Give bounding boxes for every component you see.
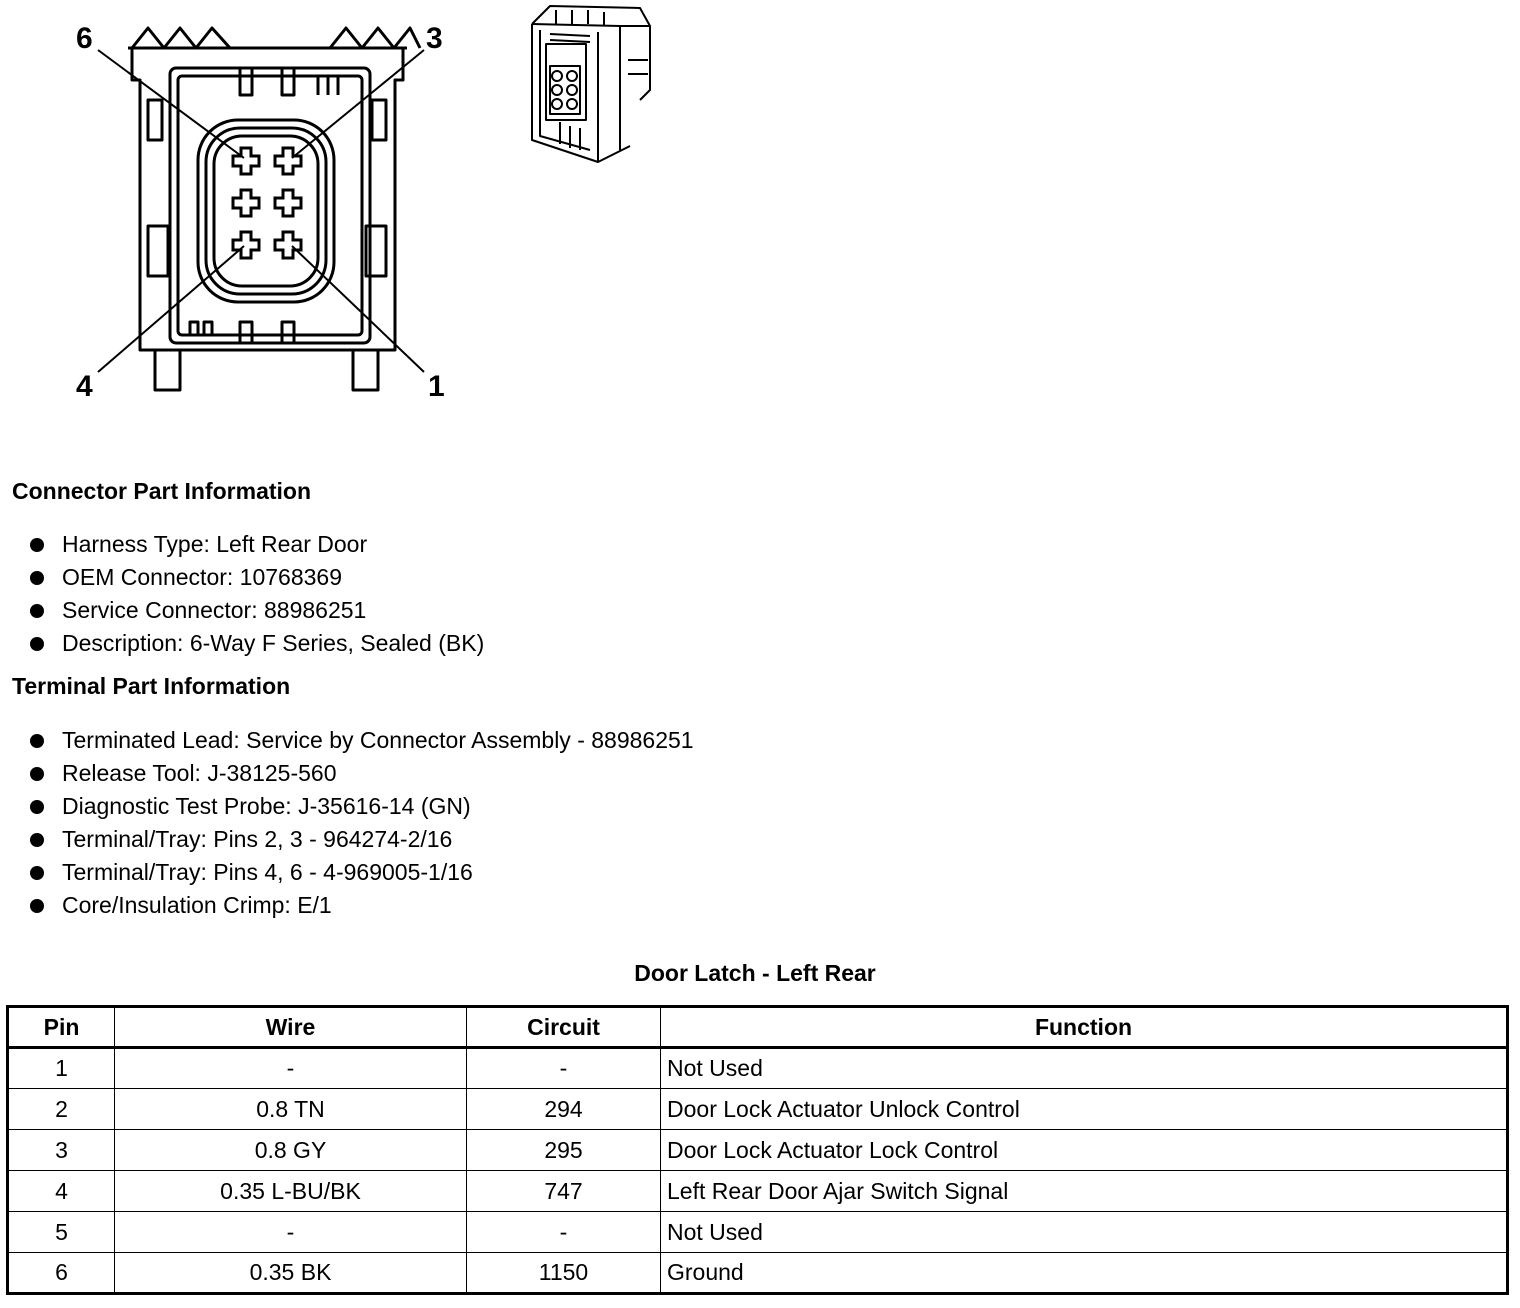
bullet-icon <box>30 571 44 585</box>
header-function: Function <box>661 1007 1508 1048</box>
table-row <box>8 1171 1508 1212</box>
pin-label-6: 6 <box>76 22 93 55</box>
connector-part-info-title: Connector Part Information <box>12 478 312 504</box>
cell-wire: 0.35 BK <box>115 1253 467 1294</box>
list-item: Description: 6-Way F Series, Sealed (BK) <box>30 627 484 660</box>
list-item: Terminal/Tray: Pins 2, 3 - 964274-2/16 <box>30 823 694 856</box>
table-row <box>8 1048 1508 1089</box>
pin-label-3: 3 <box>426 22 443 55</box>
cell-wire: 0.8 TN <box>115 1089 467 1130</box>
cell-wire: - <box>115 1048 467 1089</box>
cell-pin: 3 <box>8 1130 115 1171</box>
table-row <box>8 1130 1508 1171</box>
cell-circuit: - <box>467 1212 661 1253</box>
cell-circuit: 747 <box>467 1171 661 1212</box>
list-item: Diagnostic Test Probe: J-35616-14 (GN) <box>30 790 694 823</box>
bullet-icon <box>30 767 44 781</box>
cell-function: Not Used <box>661 1048 1508 1089</box>
list-item: Service Connector: 88986251 <box>30 594 484 627</box>
cell-pin: 2 <box>8 1089 115 1130</box>
header-wire: Wire <box>115 1007 467 1048</box>
list-item: Release Tool: J-38125-560 <box>30 757 694 790</box>
bullet-icon <box>30 637 44 651</box>
terminal-part-info-title: Terminal Part Information <box>12 673 291 699</box>
cell-pin: 6 <box>8 1253 115 1294</box>
table-row <box>8 1089 1508 1130</box>
pin-label-4: 4 <box>76 370 93 403</box>
cell-circuit: - <box>467 1048 661 1089</box>
connector-part-info-list <box>30 528 484 660</box>
cell-wire: - <box>115 1212 467 1253</box>
header-circuit: Circuit <box>467 1007 661 1048</box>
cell-function: Door Lock Actuator Lock Control <box>661 1130 1508 1171</box>
table-header-row <box>8 1007 1508 1048</box>
bullet-icon <box>30 800 44 814</box>
pin-label-1: 1 <box>428 370 445 403</box>
cell-circuit: 295 <box>467 1130 661 1171</box>
list-item: Terminated Lead: Service by Connector Assembly - 88986251 <box>30 724 694 757</box>
bullet-icon <box>30 899 44 913</box>
table-row <box>8 1253 1508 1294</box>
cell-function: Left Rear Door Ajar Switch Signal <box>661 1171 1508 1212</box>
cell-wire: 0.35 L-BU/BK <box>115 1171 467 1212</box>
list-item: Terminal/Tray: Pins 4, 6 - 4-969005-1/16 <box>30 856 694 889</box>
cell-function: Ground <box>661 1253 1508 1294</box>
bullet-icon <box>30 866 44 880</box>
cell-function: Not Used <box>661 1212 1508 1253</box>
cell-pin: 4 <box>8 1171 115 1212</box>
cell-wire: 0.8 GY <box>115 1130 467 1171</box>
bullet-icon <box>30 604 44 618</box>
list-item: OEM Connector: 10768369 <box>30 561 484 594</box>
cell-circuit: 1150 <box>467 1253 661 1294</box>
list-item: Harness Type: Left Rear Door <box>30 528 484 561</box>
connector-face-diagram <box>60 10 480 410</box>
connector-isometric-view <box>520 0 660 170</box>
cell-circuit: 294 <box>467 1089 661 1130</box>
pinout-table <box>6 1005 1509 1295</box>
table-row <box>8 1212 1508 1253</box>
table-title: Door Latch - Left Rear <box>634 960 876 986</box>
cell-pin: 5 <box>8 1212 115 1253</box>
terminal-part-info-list <box>30 724 694 922</box>
bullet-icon <box>30 538 44 552</box>
bullet-icon <box>30 734 44 748</box>
cell-function: Door Lock Actuator Unlock Control <box>661 1089 1508 1130</box>
bullet-icon <box>30 833 44 847</box>
header-pin: Pin <box>8 1007 115 1048</box>
cell-pin: 1 <box>8 1048 115 1089</box>
list-item: Core/Insulation Crimp: E/1 <box>30 889 694 922</box>
